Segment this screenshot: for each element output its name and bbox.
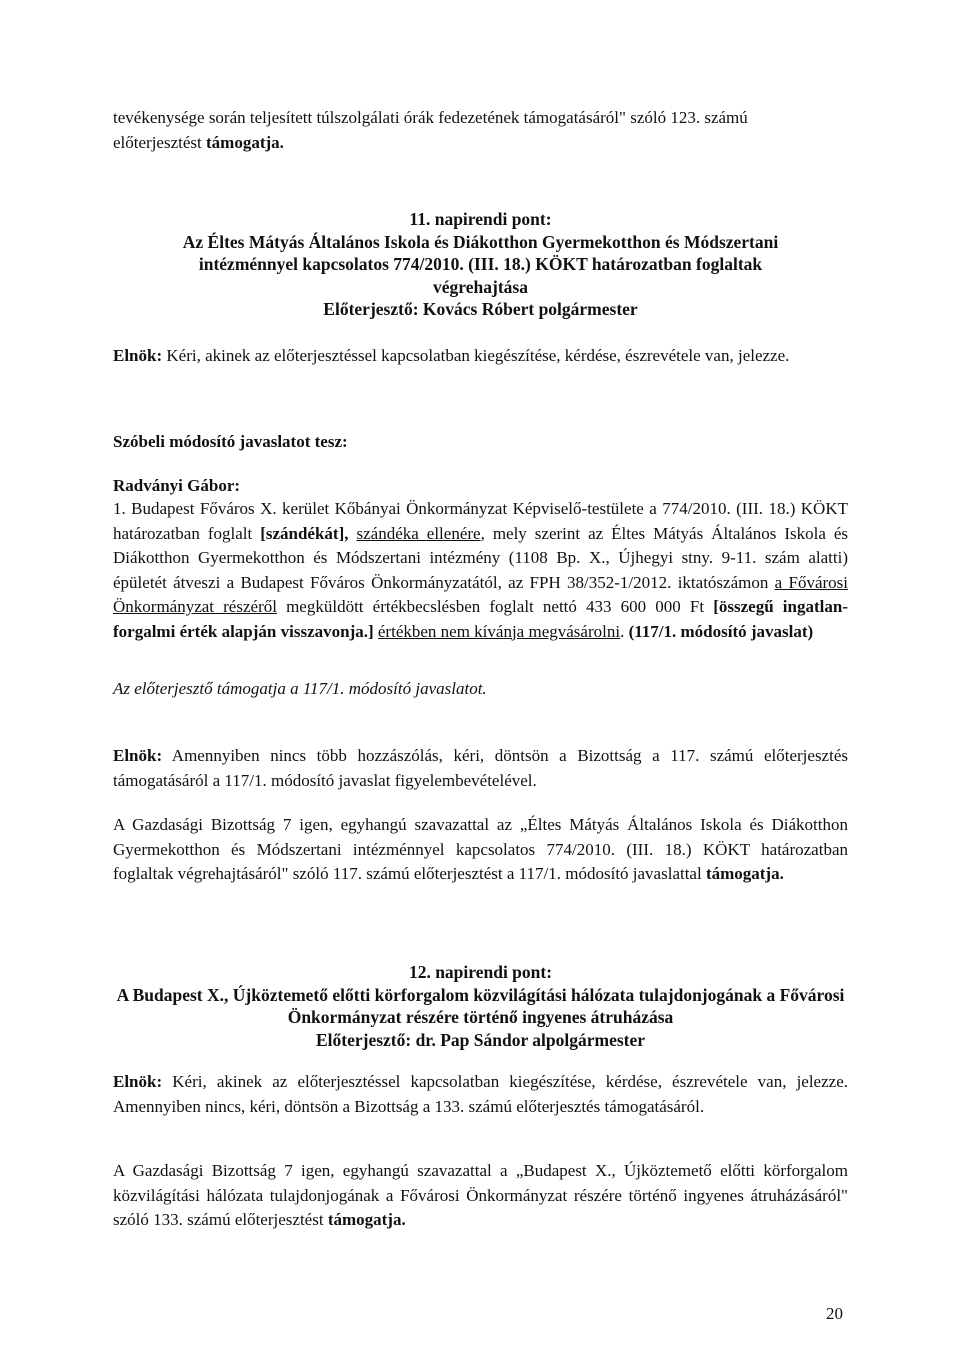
- agenda-item-title-line: intézménnyel kapcsolatos 774/2010. (III. 18.) KÖKT határozatban foglaltak: [198, 254, 763, 274]
- chair-text: Amennyiben nincs több hozzászólás, kéri, döntsön a Bizottság a 117. számú előterjesztés támogatásáról a 117/1. módosító javaslat figyelembevételével.: [113, 746, 848, 790]
- amendment-text-bold: [szándékát],: [260, 523, 349, 543]
- amendment-text: 1. Budapest Főváros X. kerület Kőbányai Önkormányzat Képviselő-testülete a 774/2010. (III. 18.) KÖKT határozatban foglalt: [113, 499, 848, 543]
- amendment-speaker: Radványi Gábor:: [113, 476, 241, 495]
- amendment-text-bold: [összegű ingatlan-forgalmi érték alapján visszavonja.]: [113, 597, 848, 641]
- amendment-text-underlined: értékben nem kívánja megvásárolni: [377, 621, 621, 641]
- amendment-text-underlined: a Fővárosi Önkormányzat részéről: [113, 572, 849, 616]
- agenda-item-heading: 11. napirendi pont:: [409, 209, 552, 229]
- speaker-label: Elnök:: [113, 1072, 163, 1091]
- agenda-item-presenter: Előterjesztő: Kovács Róbert polgármester: [323, 299, 638, 319]
- presenter-support-note: Az előterjesztő támogatja a 117/1. módosító javaslatot.: [113, 679, 487, 698]
- amendment-text: , mely szerint az Éltes Mátyás Általános Iskola és Diákotthon Gyermekotthon és Módszertani intézmény (1108 Bp. X., Újhegyi stny. 9-11. szám alatti) épületét átveszi a Budapest Főváros Önkormányzatától, az FPH 38/352-1/2012. iktatószámon: [113, 523, 849, 592]
- chair-paragraph: [113, 1070, 848, 1119]
- amendment-heading: Szóbeli módosító javaslatot tesz:: [113, 432, 348, 451]
- amendment-text: [349, 524, 357, 543]
- agenda-item-title-line: Az Éltes Mátyás Általános Iskola és Diákotthon Gyermekotthon és Módszertani: [182, 231, 779, 252]
- vote-text: A Gazdasági Bizottság 7 igen, egyhangú szavazattal az „Éltes Mátyás Általános Iskola és Diákotthon Gyermekotthon és Módszertani intézménnyel kapcsolatos 774/2010. (III. 18.) KÖKT határozatban foglaltak végrehajtásáról" szóló 117. számú előterjesztést a 117/1. módosító javaslattal: [113, 815, 848, 883]
- agenda-item-heading: 12. napirendi pont:: [408, 962, 553, 982]
- amendment-reference: (117/1. módosító javaslat): [628, 621, 814, 641]
- agenda-item-title: A Budapest X., Újköztemető előtti körforgalom közvilágítási hálózata tulajdonjogának a Fővárosi Önkormányzat részére történő ingyenes átruházása: [116, 984, 845, 1027]
- vote-text: A Gazdasági Bizottság 7 igen, egyhangú szavazattal a „Budapest X., Újköztemető előtti körforgalom közvilágítási hálózata tulajdonjogának a Fővárosi Önkormányzat részére történő ingyenes átruházásáról" szóló 133. számú előterjesztést: [113, 1161, 848, 1229]
- agenda-item-title-line: végrehajtása: [433, 276, 528, 297]
- amendment-text-underlined: szándéka ellenére: [356, 523, 481, 543]
- vote-paragraph: [113, 1159, 848, 1233]
- continuation-line-1: tevékenysége során teljesített túlszolgálati órák fedezetének támogatásáról" szóló 123. számú: [113, 108, 748, 127]
- page-number: 20: [826, 1304, 843, 1323]
- agenda-item-presenter: Előterjesztő: dr. Pap Sándor alpolgármester: [315, 1029, 646, 1050]
- amendment-paragraph: [113, 497, 848, 644]
- agenda-item-12: [113, 961, 848, 1051]
- support-verdict: támogatja.: [206, 132, 284, 152]
- support-verdict: támogatja.: [705, 864, 784, 883]
- chair-text: Kéri, akinek az előterjesztéssel kapcsolatban kiegészítése, kérdése, észrevétele van, jelezze.: [162, 346, 790, 365]
- amendment-text: .: [620, 621, 629, 641]
- amendment-text: megküldött értékbecslésben foglalt nettó 433 600 000 Ft: [276, 597, 714, 616]
- support-verdict: támogatja.: [327, 1210, 406, 1229]
- agenda-item-11: [113, 208, 848, 321]
- chair-text: Kéri, akinek az előterjesztéssel kapcsolatban kiegészítése, kérdése, észrevétele van, jelezze. Amennyiben nincs, kéri, döntsön a Bizottság a 133. számú előterjesztés támogatásáról.: [113, 1072, 848, 1116]
- chair-paragraph: [113, 744, 848, 793]
- vote-paragraph: [113, 813, 848, 887]
- continuation-paragraph: [113, 106, 848, 155]
- chair-paragraph: [113, 344, 848, 369]
- continuation-line-2: előterjesztést: [113, 132, 206, 152]
- speaker-label: Elnök:: [113, 746, 163, 765]
- speaker-label: Elnök:: [113, 346, 163, 365]
